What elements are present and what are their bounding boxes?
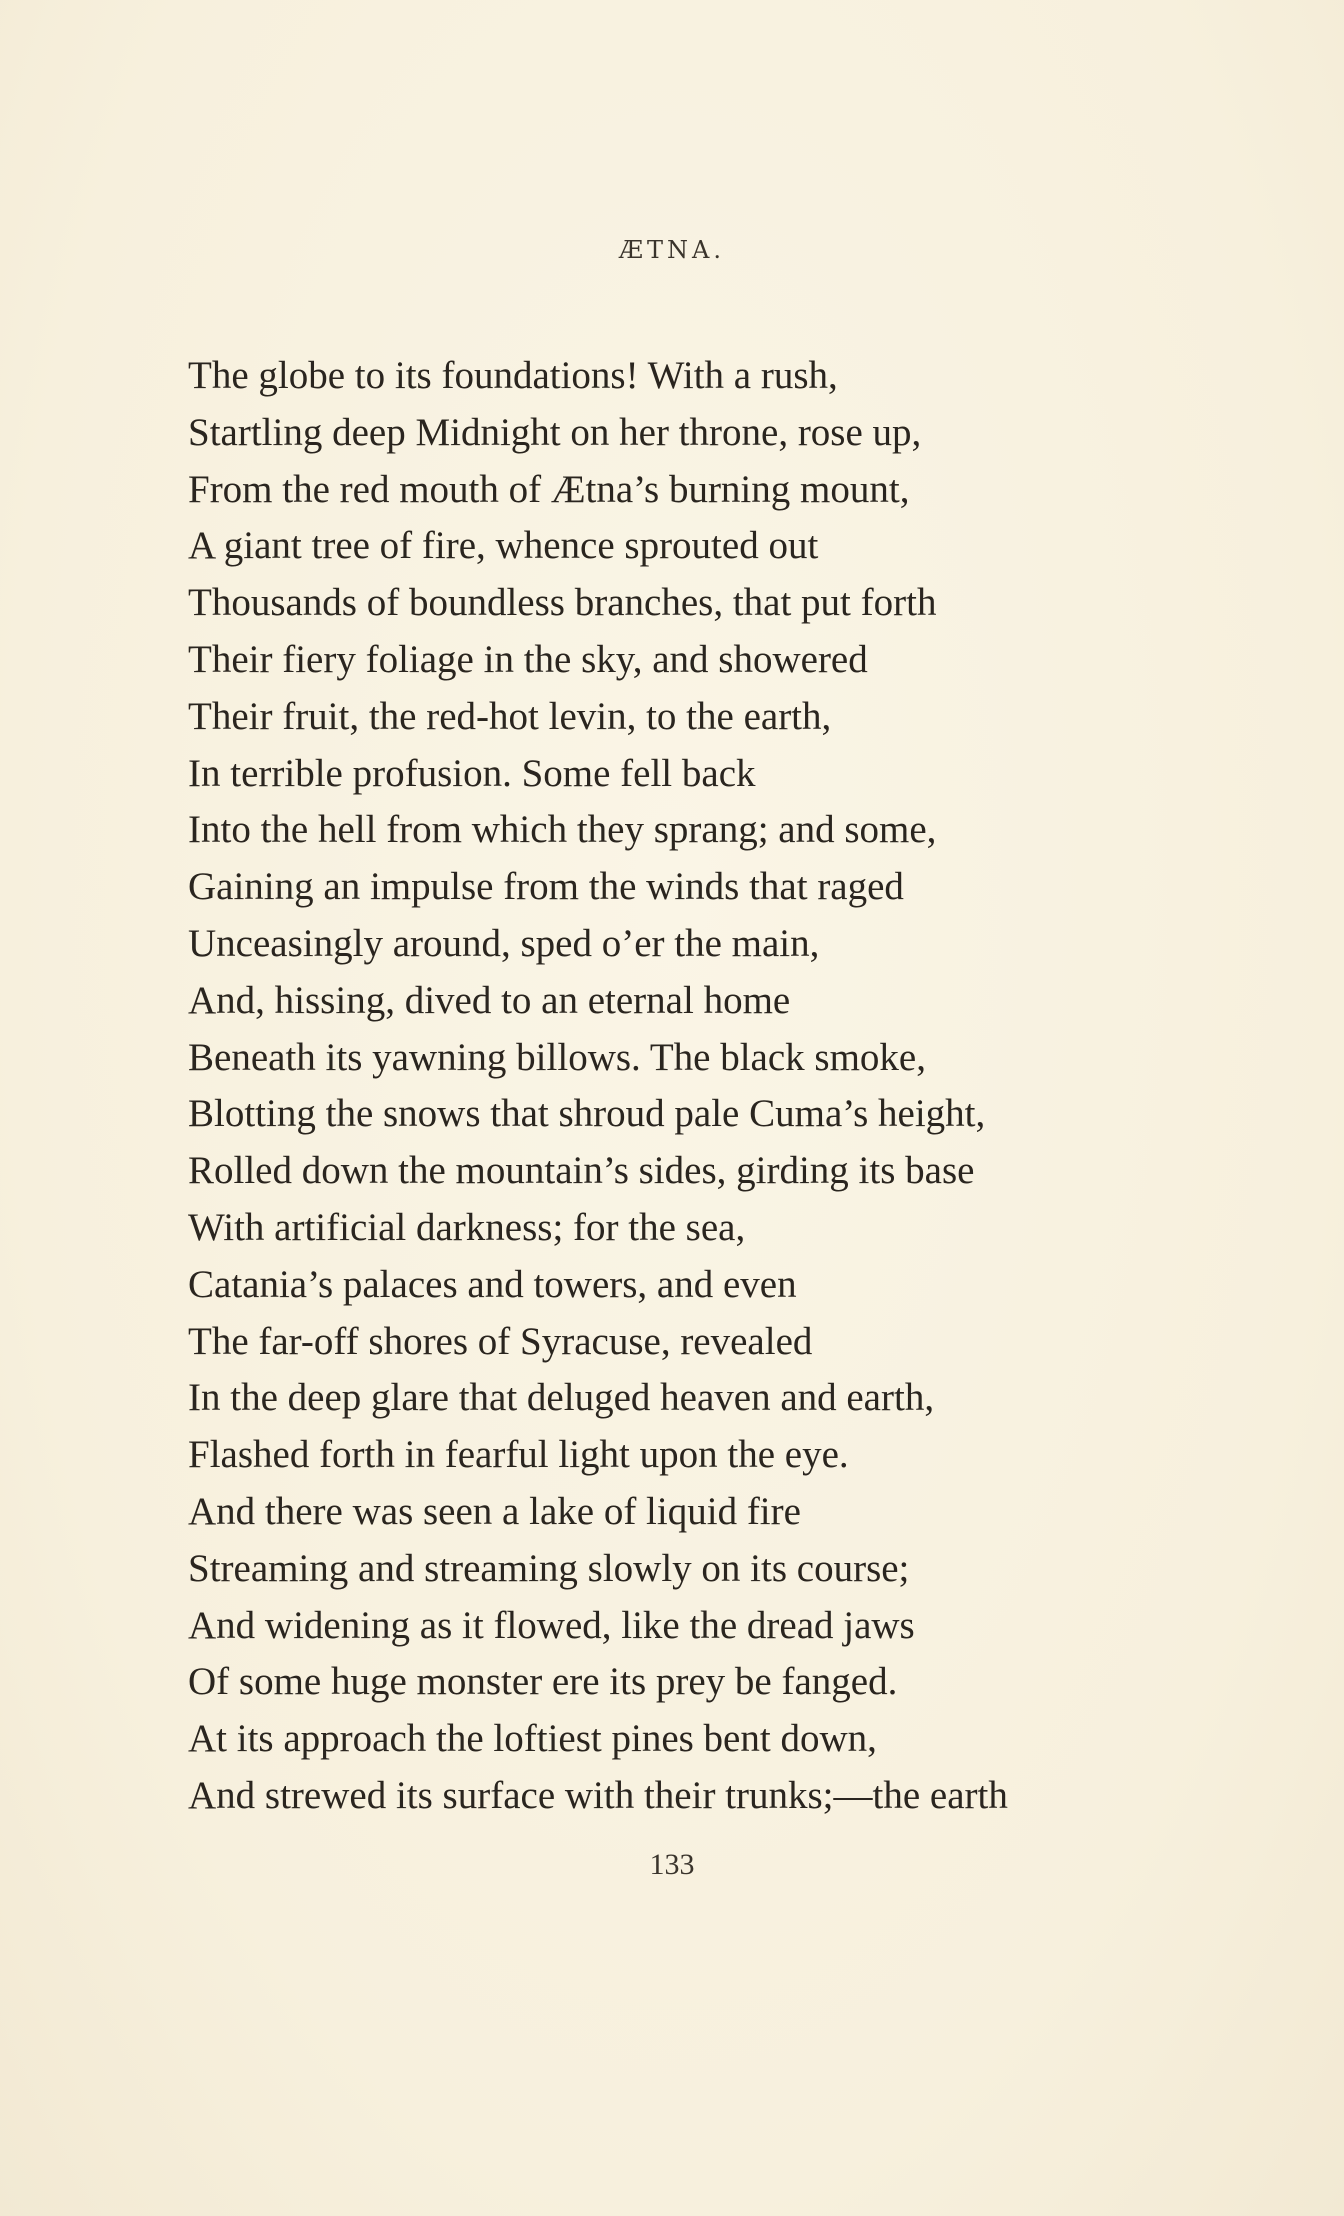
poem-line: At its approach the loftiest pines bent down, [188, 1717, 877, 1761]
poem-line: Catania’s palaces and towers, and even [188, 1262, 797, 1306]
poem-line: Thousands of boundless branches, that put forth [188, 581, 937, 625]
poem-line: And widening as it flowed, like the dread jaws [188, 1603, 915, 1647]
poem-line: Unceasingly around, sped o’er the main, [188, 921, 820, 965]
poem-line: And strewed its surface with their trunks;—the earth [188, 1773, 1008, 1817]
poem-line: From the red mouth of Ætna’s burning mount, [188, 467, 910, 511]
poem-line: Of some huge monster ere its prey be fanged. [188, 1660, 898, 1704]
poem-line: Streaming and streaming slowly on its course; [188, 1546, 910, 1590]
poem-line: Gaining an impulse from the winds that raged [188, 865, 904, 909]
poem-line: Beneath its yawning billows. The black smoke, [188, 1035, 926, 1079]
running-head: ÆTNA. [619, 236, 725, 264]
poem-line: And there was seen a lake of liquid fire [188, 1489, 801, 1533]
poem-text [188, 348, 1288, 1825]
poem-line: Rolled down the mountain’s sides, girding its base [188, 1149, 975, 1193]
poem-line: Their fiery foliage in the sky, and showered [188, 637, 868, 681]
poem-line: Their fruit, the red-hot levin, to the earth, [188, 694, 832, 738]
poem-line: Blotting the snows that shroud pale Cuma’s height, [188, 1092, 986, 1136]
page-number: 133 [649, 1848, 695, 1881]
poem-line: Flashed forth in fearful light upon the eye. [188, 1433, 849, 1477]
poem-line: In terrible profusion. Some fell back [188, 751, 756, 795]
poem-line: Into the hell from which they sprang; and some, [188, 808, 937, 852]
poem-line: The globe to its foundations! With a rush, [188, 354, 838, 397]
poem-line: Startling deep Midnight on her throne, rose up, [188, 410, 922, 454]
poem-line: The far-off shores of Syracuse, revealed [188, 1319, 813, 1363]
poem-line: With artificial darkness; for the sea, [188, 1205, 746, 1249]
poem-line: A giant tree of fire, whence sprouted out [188, 524, 819, 568]
poem-line: And, hissing, dived to an eternal home [188, 978, 791, 1022]
poem-line: In the deep glare that deluged heaven and earth, [188, 1376, 935, 1420]
